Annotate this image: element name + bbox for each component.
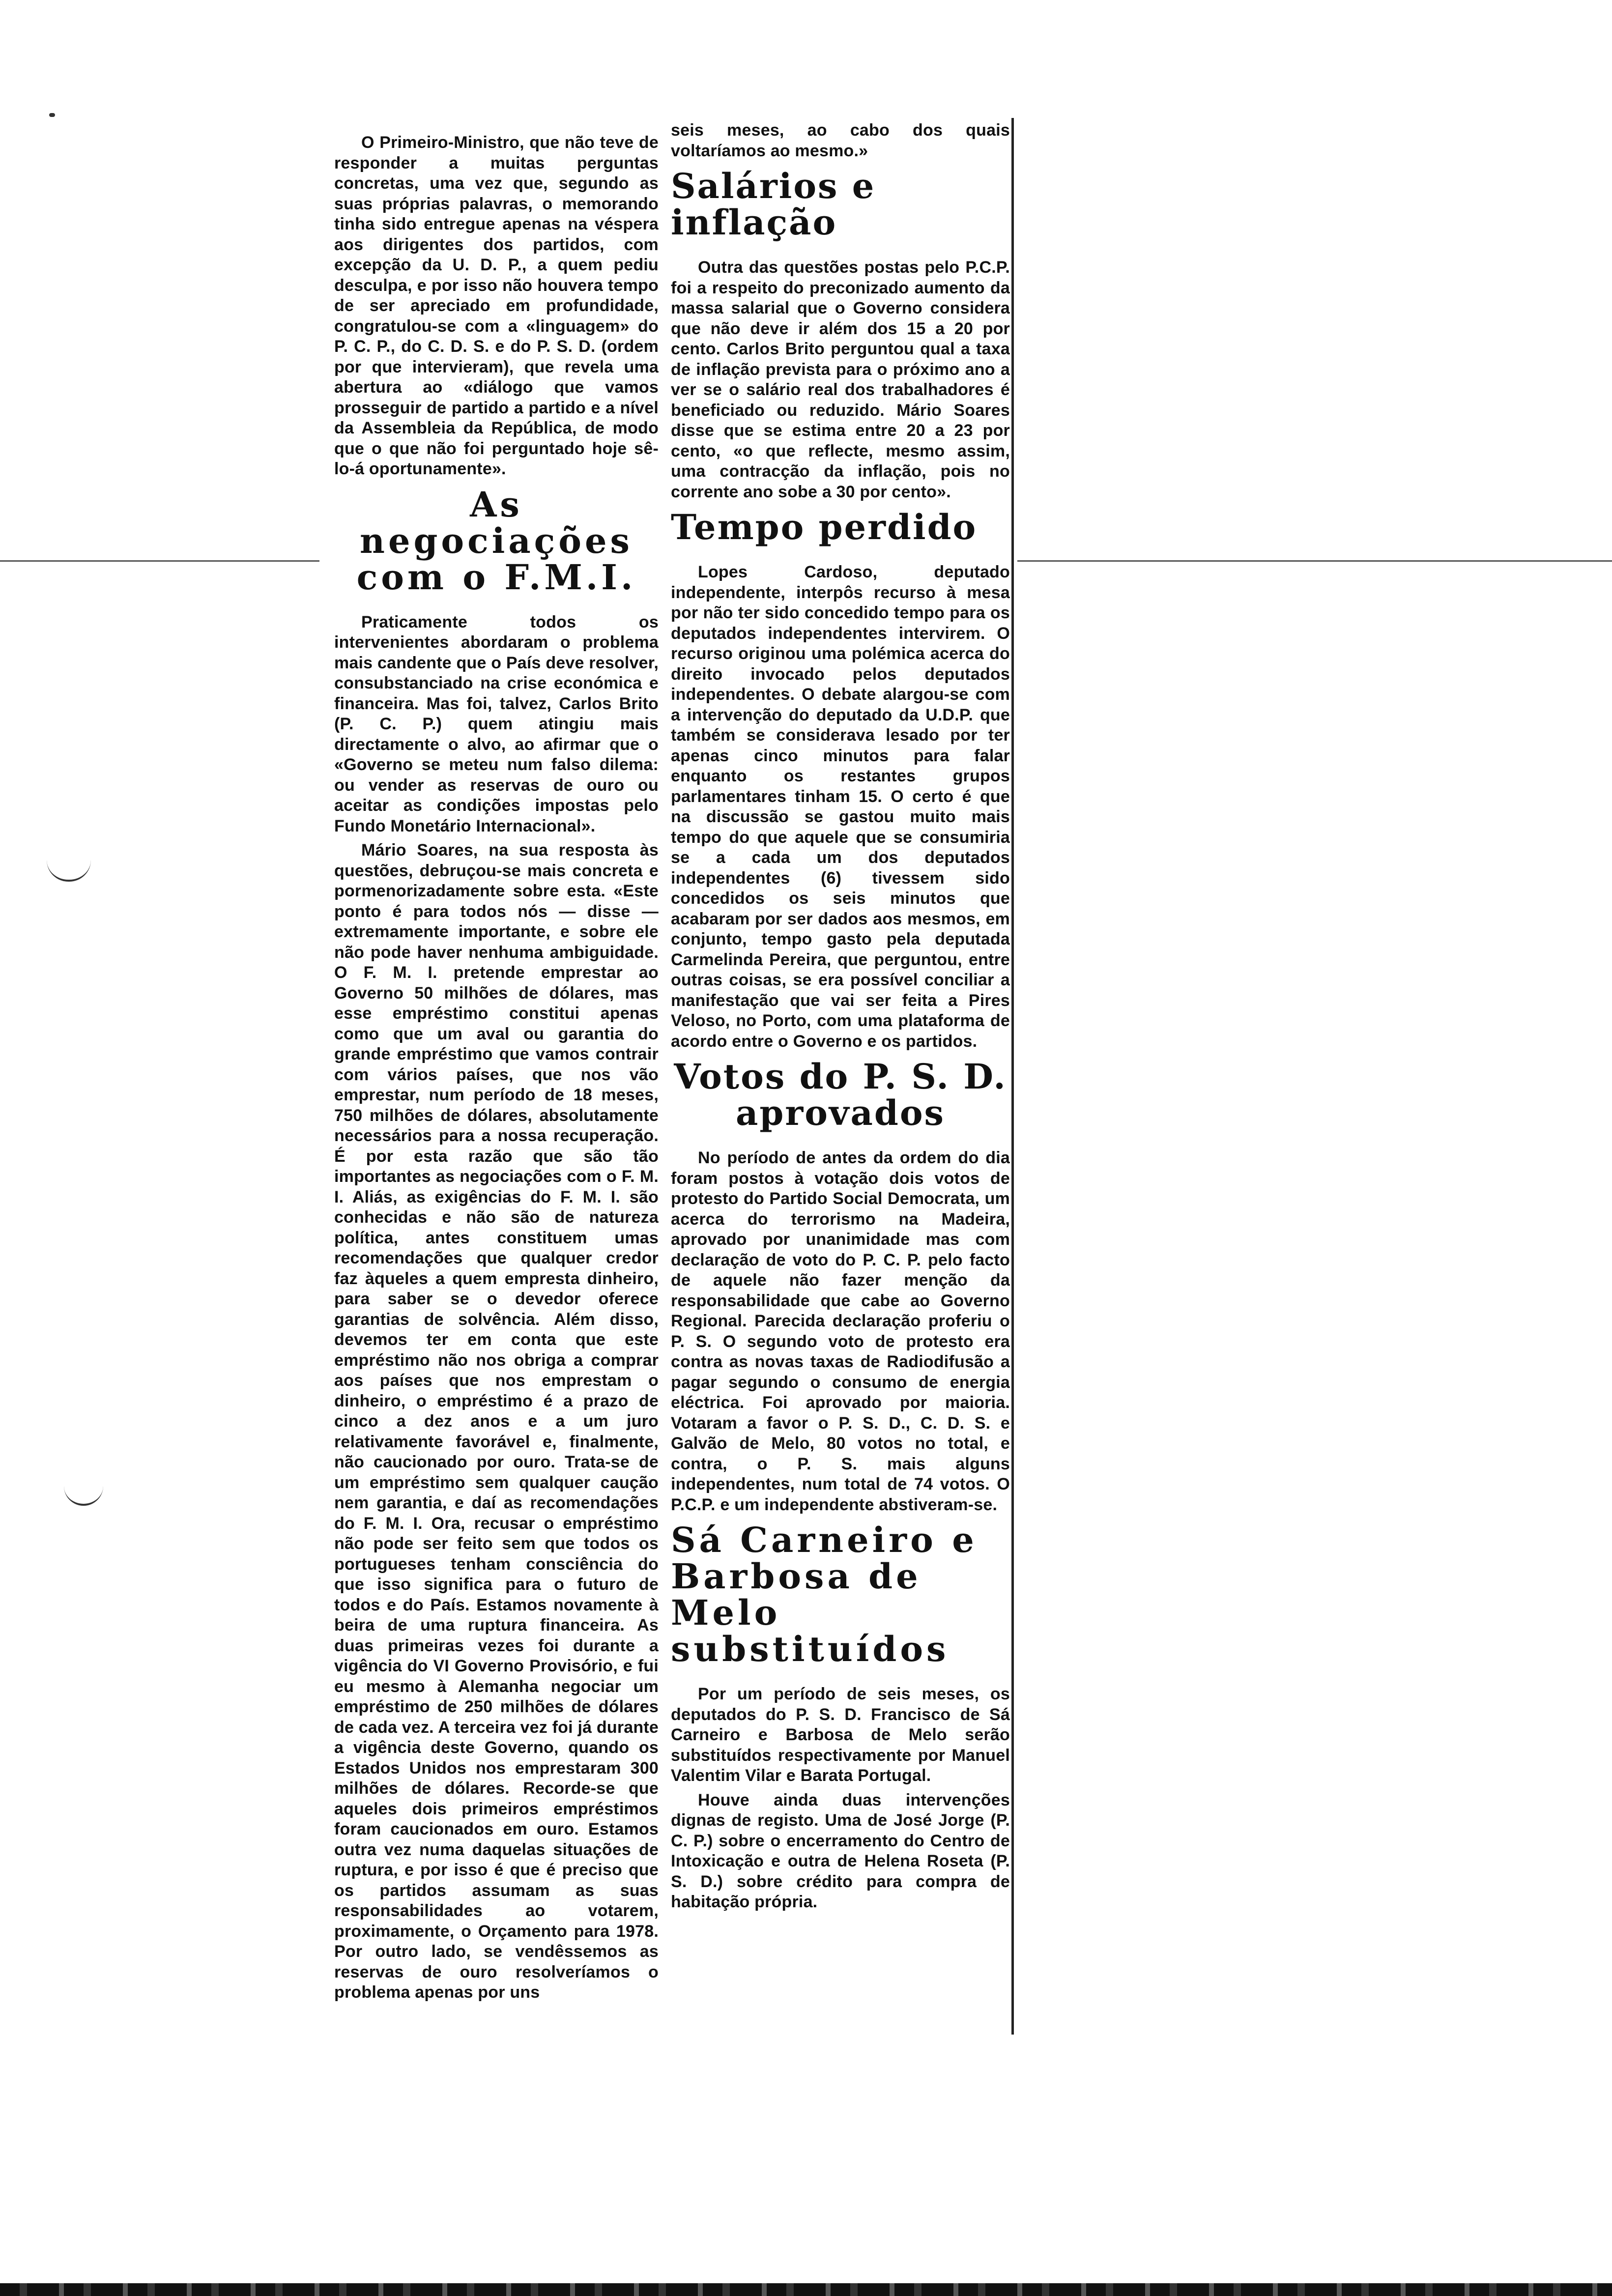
- hole-punch-mark-1: [47, 860, 91, 882]
- continuation-paragraph: seis meses, ao cabo dos quais voltaríamos ao mesmo.»: [671, 121, 1010, 160]
- tempo-paragraph: Lopes Cardoso, deputado independente, interpôs recurso à mesa por não ter sido concedido tempo para os deputados independentes intervirem. O recurso originou uma polémica acerca do direito invocado pelos deputados independentes. O debate alargou-se com a intervenção do deputado da U.D.P. que também se considerava lesado por ter apenas cinco minutos para falar enquanto os restantes grupos parlamentares tinham 15. O certo é que na discussão se gastou muito mais tempo do que aquele que se consumiria se a cada um dos deputados independentes (6) tivessem sido concedidos os seis minutos que acabaram por ser dados aos mesmos, em conjunto, tempo gasto pela deputada Carmelinda Pereira, que perguntou, entre outras coisas, se era possível conciliar a manifestação que vai ser feita a Pires Veloso, no Porto, com uma plataforma de acordo entre o Governo e os partidos.: [671, 563, 1010, 1051]
- heading-negociacoes-fmi: As negociações com o F.M.I.: [356, 484, 636, 598]
- heading-salarios-inflacao: Salários e inflação: [671, 166, 876, 243]
- salarios-paragraph: Outra das questões postas pelo P.C.P. foi a respeito do preconizado aumento da massa salarial que o Governo considera que não deve ir além dos 15 a 20 por cento. Carlos Brito perguntou qual a taxa de inflação prevista para o próximo ano a ver se o salário real dos trabalhadores é beneficiado ou reduzido. Mário Soares disse que se estima entre 20 a 23 por cento, «o que reflecte, mesmo assim, uma contracção da inflação, pois no corrente ano sobe a 30 por cento».: [671, 258, 1010, 501]
- heading-votos-psd: Votos do P. S. D. aprovados: [674, 1056, 1007, 1133]
- intro-paragraph: O Primeiro-Ministro, que não teve de responder a muitas perguntas concretas, uma vez que, segundo as suas próprias palavras, o memorando tinha sido entregue apenas na véspera aos dirigentes dos partidos, com excepção da U. D. P., a quem pediu desculpa, e por isso não houvera tempo de ser apreciado em profundidade, congratulou-se com a «linguagem» do P. C. P., do C. D. S. e do P. S. D. (ordem por que intervieram), que revela uma abertura ao «diálogo que vamos prosseguir de partido a partido e a nível da Assembleia da República, de modo que o que não foi perguntado hoje sê-lo-á oportunamente».: [334, 133, 659, 478]
- column-rule: [1011, 118, 1014, 2035]
- sa-paragraph-2: Houve ainda duas intervenções dignas de registo. Uma de José Jorge (P. C. P.) sobre o encerramento do Centro de Intoxicação e outra de Helena Roseta (P. S. D.) sobre crédito para compra de habitação própria.: [671, 1790, 1010, 1911]
- fmi-paragraph-2: Mário Soares, na sua resposta às questões, debruçou-se mais concreta e pormenorizadamente sobre esta. «Este ponto é para todos nós — disse — extremamente importante, e sobre ele não pode haver nenhuma ambiguidade. O F. M. I. pretende emprestar ao Governo 50 milhões de dólares, mas esse empréstimo constitui apenas como que um aval ou garantia do grande empréstimo que vamos contrair com vários países, que nos vão emprestar, num período de 18 meses, 750 milhões de dólares, absolutamente necessários para a nossa recuperação. É por esta razão que são tão importantes as negociações com o F. M. I. Aliás, as exigências do F. M. I. são conhecidas e não são de natureza política, antes constituem umas recomendações que qualquer credor faz àqueles a quem empresta dinheiro, para saber se o devedor oferece garantias de solvência. Além disso, devemos ter em conta que este empréstimo não nos obriga a comprar aos países que nos emprestam o dinheiro, o empréstimo é a prazo de cinco a dez anos e a um juro relativamente favorável e, finalmente, não caucionado por ouro. Trata-se de um empréstimo sem qualquer caução nem garantia, e daí as recomendações do F. M. I. Ora, recusar o empréstimo não pode ser feito sem que todos os portugueses tenham consciência do que isso significa para o futuro de todos e do País. Estamos novamente à beira de uma ruptura financeira. As duas primeiras vezes foi durante a vigência do VI Governo Provisório, e fui eu mesmo à Alemanha negociar um empréstimo de 250 milhões de dólares de cada vez. A terceira vez foi já durante a vigência deste Governo, quando os Estados Unidos nos emprestaram 300 milhões de dólares. Recorde-se que aqueles dois primeiros empréstimos foram caucionados em ouro. Estamos outra vez numa daquelas situações de ruptura, e por isso é que é preciso que os partidos assumam as suas responsabilidades ao votarem, proximamente, o Orçamento para 1978. Por outro lado, se vendêssemos as reservas de ouro resolveríamos o problema apenas por uns: [334, 841, 659, 2002]
- left-column: [334, 133, 659, 2197]
- cut-line-right: [1017, 560, 1612, 562]
- votos-paragraph: No período de antes da ordem do dia foram postos à votação dois votos de protesto do Partido Social Democrata, um acerca do terrorismo na Madeira, aprovado por unanimidade mas com declaração de voto do P. C. P. pelo facto de aquele não fazer menção da responsabilidade que cabe ao Governo Regional. Parecida declaração proferiu o P. S. O segundo voto de protesto era contra as novas taxas de Radiodifusão a pagar segundo o consumo de energia eléctrica. Foi aprovado por maioria. Votaram a favor o P. S. D., C. D. S. e Galvão de Melo, 80 votos no total, e contra, o P. S. mais alguns independentes, num total de 74 votos. O P.C.P. e um independente abstiveram-se.: [671, 1148, 1010, 1514]
- cut-line-left: [0, 560, 319, 562]
- hole-punch-mark-2: [64, 1474, 103, 1506]
- scan-dot: [49, 113, 55, 117]
- scan-edge-strip: [0, 2283, 1612, 2296]
- heading-tempo-perdido: Tempo perdido: [671, 507, 978, 547]
- fmi-paragraph-1: Praticamente todos os intervenientes abordaram o problema mais candente que o País deve resolver, consubstanciado na crise económica e financeira. Mas foi, talvez, Carlos Brito (P. C. P.) quem atingiu mais directamente o alvo, ao afirmar que o «Governo se meteu num falso dilema: ou vender as reservas de ouro ou aceitar as condições impostas pelo Fundo Monetário Internacional».: [334, 612, 659, 835]
- heading-sa-carneiro: Sá Carneiro e Barbosa de Melo substituídos: [671, 1520, 978, 1669]
- right-column: [671, 120, 1010, 2184]
- sa-paragraph-1: Por um período de seis meses, os deputados do P. S. D. Francisco de Sá Carneiro e Barbosa de Melo serão substituídos respectivamente por Manuel Valentim Vilar e Barata Portugal.: [671, 1685, 1010, 1785]
